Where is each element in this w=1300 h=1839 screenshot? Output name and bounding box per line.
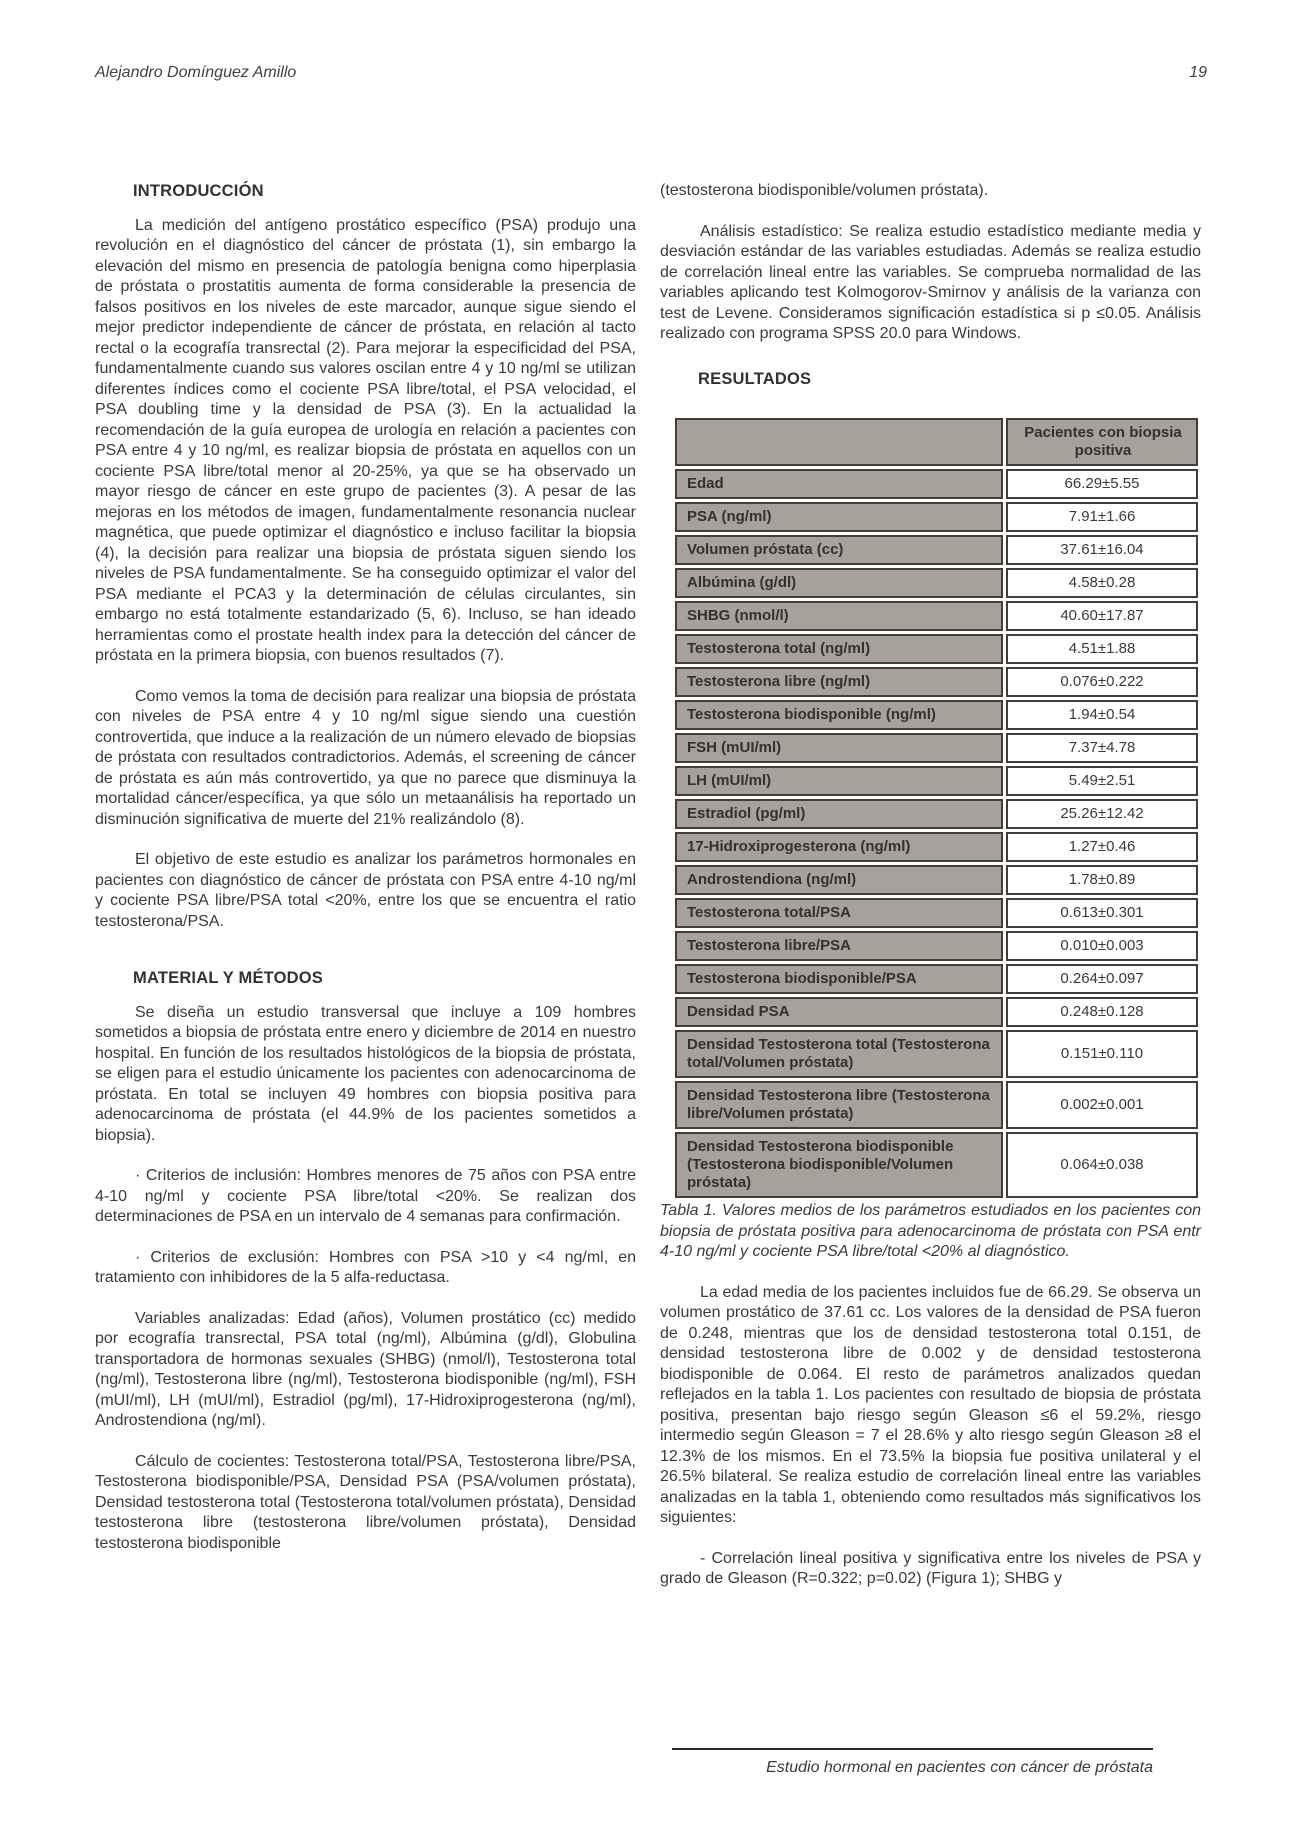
methods-paragraph-cocientes: Cálculo de cocientes: Testosterona total/PSA, Testosterona libre/PSA, Testosterona biodisponible/PSA, Densidad PSA (PSA/volumen próstata), Densidad testosterona total (Testosterona total/volumen próstata), Densidad testosterona libre (testosterona libre/volumen próstata), Densidad testosterona biodisponible — [95, 1452, 636, 1552]
table-row-label: PSA (ng/ml) — [675, 502, 1003, 532]
table-row-value: 0.010±0.003 — [1006, 931, 1198, 961]
table-row — [675, 931, 1198, 961]
table-row-value: 25.26±12.42 — [1006, 799, 1198, 829]
table-row-label: Densidad PSA — [675, 997, 1003, 1027]
page-footer — [672, 1748, 1153, 1777]
table-row-label: Testosterona libre/PSA — [675, 931, 1003, 961]
table-caption: Tabla 1. Valores medios de los parámetros estudiados en los pacientes con biopsia de próstata positiva para adenocarcinoma de próstata con PSA entr 4-10 ng/ml y cociente PSA libre/total <20% al diagnóstico. — [660, 1202, 1201, 1260]
table-row-label: Testosterona total/PSA — [675, 898, 1003, 928]
table-row — [675, 535, 1198, 565]
table-row-label: Densidad Testosterona total (Testosterona total/Volumen próstata) — [675, 1030, 1003, 1078]
table-row-value: 1.27±0.46 — [1006, 832, 1198, 862]
right-column — [660, 181, 1201, 1610]
table-row-label: 17-Hidroxiprogesterona (ng/ml) — [675, 832, 1003, 862]
table-row-label: Testosterona libre (ng/ml) — [675, 667, 1003, 697]
table-row — [675, 601, 1198, 631]
table-row — [675, 733, 1198, 763]
table-row-label: LH (mUI/ml) — [675, 766, 1003, 796]
table-header-row — [675, 418, 1198, 466]
table-row-value: 0.064±0.038 — [1006, 1132, 1198, 1198]
intro-paragraph-3: El objetivo de este estudio es analizar los parámetros hormonales en pacientes con diagnóstico de cáncer de próstata con PSA entre 4-10 ng/ml y cociente PSA libre/PSA total <20%, entre los que se encuentra el ratio testosterona/PSA. — [95, 851, 636, 930]
table-row-label: Volumen próstata (cc) — [675, 535, 1003, 565]
intro-paragraph-2: Como vemos la toma de decisión para realizar una biopsia de próstata con niveles de PSA entre 4 y 10 ng/ml sigue siendo una cuestión controvertida, que induce a la realización de un número elevado de biopsias de próstata con resultados contradictorios. Además, el screening de cáncer de próstata es aún más controvertido, ya que no parece que disminuya la mortalidad cáncer/específica, ya que sólo un metaanálisis ha reportado un disminución significativa de muerte del 21% realizándolo (8). — [95, 687, 636, 828]
table-row-value: 0.613±0.301 — [1006, 898, 1198, 928]
table-row — [675, 898, 1198, 928]
table-row-label: Densidad Testosterona libre (Testosterona libre/Volumen próstata) — [675, 1081, 1003, 1129]
section-heading-resultados: RESULTADOS — [698, 369, 812, 388]
table-row-label: SHBG (nmol/l) — [675, 601, 1003, 631]
methods-paragraph-exclusion: · Criterios de exclusión: Hombres con PSA >10 y <4 ng/ml, en tratamiento con inhibidores de la 5 alfa-reductasa. — [95, 1248, 636, 1286]
table-row-value: 40.60±17.87 — [1006, 601, 1198, 631]
table-row — [675, 865, 1198, 895]
continuation-paragraph: (testosterona biodisponible/volumen próstata). — [660, 182, 989, 199]
table-row — [675, 766, 1198, 796]
results-paragraph-1: La edad media de los pacientes incluidos fue de 66.29. Se observa un volumen prostático de 37.61 cc. Los valores de la densidad de PSA fueron de 0.248, mientras que los de densidad testosterona total 0.151, de densidad testosterona libre de 0.002 y de densidad testosterona biodisponible de 0.064. El resto de parámetros analizados quedan reflejados en la tabla 1. Los pacientes con resultado de biopsia de próstata positiva, presentan bajo riesgo según Gleason ≤6 el 59.2%, riesgo intermedio según Gleason = 7 el 28.6% y alto riesgo según Gleason ≥8 el 12.3% de los mismos. En el 73.5% la biopsia fue positiva unilateral y el 26.5% bilateral. Se realiza estudio de correlación lineal entre las variables analizadas en la tabla 1, obteniendo como resultados más significativos los siguientes: — [660, 1283, 1201, 1526]
table-row — [675, 832, 1198, 862]
table-row — [675, 469, 1198, 499]
left-column — [95, 181, 636, 1574]
section-heading-introduccion: INTRODUCCIÓN — [133, 182, 264, 200]
table-row-label: Edad — [675, 469, 1003, 499]
table-row — [675, 1081, 1198, 1129]
table-row-label: FSH (mUI/ml) — [675, 733, 1003, 763]
stats-paragraph: Análisis estadístico: Se realiza estudio estadístico mediante media y desviación estándar de las variables estudiadas. Además se realiza estudio de correlación lineal entre las variables. Se comprueba normalidad de las variables aplicando test Kolmogorov-Smirnov y análisis de la varianza con test de Levene. Consideramos significación estadística si p ≤0.05. Análisis realizado con programa SPSS 20.0 para Windows. — [660, 222, 1201, 342]
table-header-empty-cell — [675, 418, 1003, 466]
table-row-label: Densidad Testosterona biodisponible (Testosterona biodisponible/Volumen próstata) — [675, 1132, 1003, 1198]
table-row — [675, 634, 1198, 664]
running-author: Alejandro Domínguez Amillo — [95, 64, 297, 81]
table-row — [675, 964, 1198, 994]
table-row-value: 0.264±0.097 — [1006, 964, 1198, 994]
table-row-value: 5.49±2.51 — [1006, 766, 1198, 796]
methods-paragraph-inclusion: · Criterios de inclusión: Hombres menores de 75 años con PSA entre 4-10 ng/ml y cociente PSA libre/total <20%. Se realizan dos determinaciones de PSA en un intervalo de 4 semanas para confirmación. — [95, 1167, 636, 1225]
table-row-value: 0.151±0.110 — [1006, 1030, 1198, 1078]
table-row-value: 37.61±16.04 — [1006, 535, 1198, 565]
table-row-label: Testosterona biodisponible (ng/ml) — [675, 700, 1003, 730]
results-paragraph-2: - Correlación lineal positiva y significativa entre los niveles de PSA y grado de Gleason (R=0.322; p=0.02) (Figura 1); SHBG y — [660, 1549, 1201, 1587]
table-row — [675, 1030, 1198, 1078]
table-row — [675, 1132, 1198, 1198]
results-table-body — [675, 469, 1198, 1198]
table-row — [675, 997, 1198, 1027]
table-row-value: 4.58±0.28 — [1006, 568, 1198, 598]
table-row-label: Androstendiona (ng/ml) — [675, 865, 1003, 895]
table-row-value: 7.37±4.78 — [1006, 733, 1198, 763]
table-row-value: 0.002±0.001 — [1006, 1081, 1198, 1129]
table-header-col: Pacientes con biopsia positiva — [1006, 418, 1198, 466]
table-row-label: Testosterona biodisponible/PSA — [675, 964, 1003, 994]
methods-paragraph-variables: Variables analizadas: Edad (años), Volumen prostático (cc) medido por ecografía transrectal, PSA total (ng/ml), Albúmina (g/dl), Globulina transportadora de hormonas sexuales (SHBG) (nmol/l), Testosterona total (ng/ml), Testosterona libre (ng/ml), Testosterona biodisponible (ng/ml), FSH (mUI/ml), LH (mUI/ml), Estradiol (pg/ml), 17-Hidroxiprogesterona (ng/ml), Androstendiona (ng/ml). — [95, 1309, 636, 1429]
table-row-value: 7.91±1.66 — [1006, 502, 1198, 532]
page-header — [95, 64, 1207, 82]
table-row-label: Testosterona total (ng/ml) — [675, 634, 1003, 664]
intro-paragraph-1: La medición del antígeno prostático específico (PSA) produjo una revolución en el diagnóstico del cáncer de próstata (1), sin embargo la elevación del mismo en presencia de patología benigna como hiperplasia de próstata o prostatitis aumenta de forma considerable la presencia de falsos positivos en los niveles de este marcador, aunque sigue siendo el mejor predictor independiente de cáncer de próstata, en relación al tacto rectal o la ecografía transrectal (2). Para mejorar la especificidad del PSA, fundamentalmente cuando sus valores oscilan entre 4 y 10 ng/ml se utilizan diferentes índices como el cociente PSA libre/total, el PSA velocidad, el PSA doubling time y la densidad de PSA (3). En la actualidad la recomendación de la guía europea de urología en relación a pacientes con PSA entre 4 y 10 ng/ml, es realizar biopsia de próstata en aquellos con un cociente PSA libre/total menor al 20-25%, ya que se ha observado un mayor riesgo de cáncer en este grupo de pacientes (3). A pesar de las mejoras en los métodos de imagen, fundamentalmente resonancia nuclear magnética, que puede optimizar el diagnóstico e incluso facilitar la biopsia (4), la decisión para realizar una biopsia de próstata siguen siendo los niveles de PSA fundamentalmente. Se ha conseguido optimizar el valor del PSA mediante el PCA3 y la determinación de células circulantes, sin embargo no está totalmente estandarizado (5, 6). Incluso, se han ideado herramientas como el prostate health index para la detección del cáncer de próstata en la primera biopsia, con buenos resultados (7). — [95, 216, 636, 664]
page-number: 19 — [1189, 64, 1207, 81]
section-heading-material-metodos: MATERIAL Y MÉTODOS — [133, 969, 324, 987]
footer-journal-title: Estudio hormonal en pacientes con cáncer de próstata — [766, 1759, 1153, 1776]
table-row-value: 0.248±0.128 — [1006, 997, 1198, 1027]
table-row-value: 4.51±1.88 — [1006, 634, 1198, 664]
table-row — [675, 502, 1198, 532]
table-row-value: 66.29±5.55 — [1006, 469, 1198, 499]
table-row-value: 1.78±0.89 — [1006, 865, 1198, 895]
table-row-label: Estradiol (pg/ml) — [675, 799, 1003, 829]
table-row-label: Albúmina (g/dl) — [675, 568, 1003, 598]
table-row-value: 0.076±0.222 — [1006, 667, 1198, 697]
table-row — [675, 799, 1198, 829]
table-row — [675, 700, 1198, 730]
methods-paragraph-1: Se diseña un estudio transversal que incluye a 109 hombres sometidos a biopsia de próstata entre enero y diciembre de 2014 en nuestro hospital. En función de los resultados histológicos de la biopsia de próstata, se eligen para el estudio únicamente los pacientes con adenocarcinoma de próstata. En total se incluyen 49 hombres con biopsia positiva para adenocarcinoma de próstata (el 44.9% de los pacientes sometidos a biopsia). — [95, 1003, 636, 1144]
table-row — [675, 568, 1198, 598]
table-row — [675, 667, 1198, 697]
results-table — [672, 415, 1201, 1201]
footer-rule — [672, 1748, 1153, 1750]
table-row-value: 1.94±0.54 — [1006, 700, 1198, 730]
